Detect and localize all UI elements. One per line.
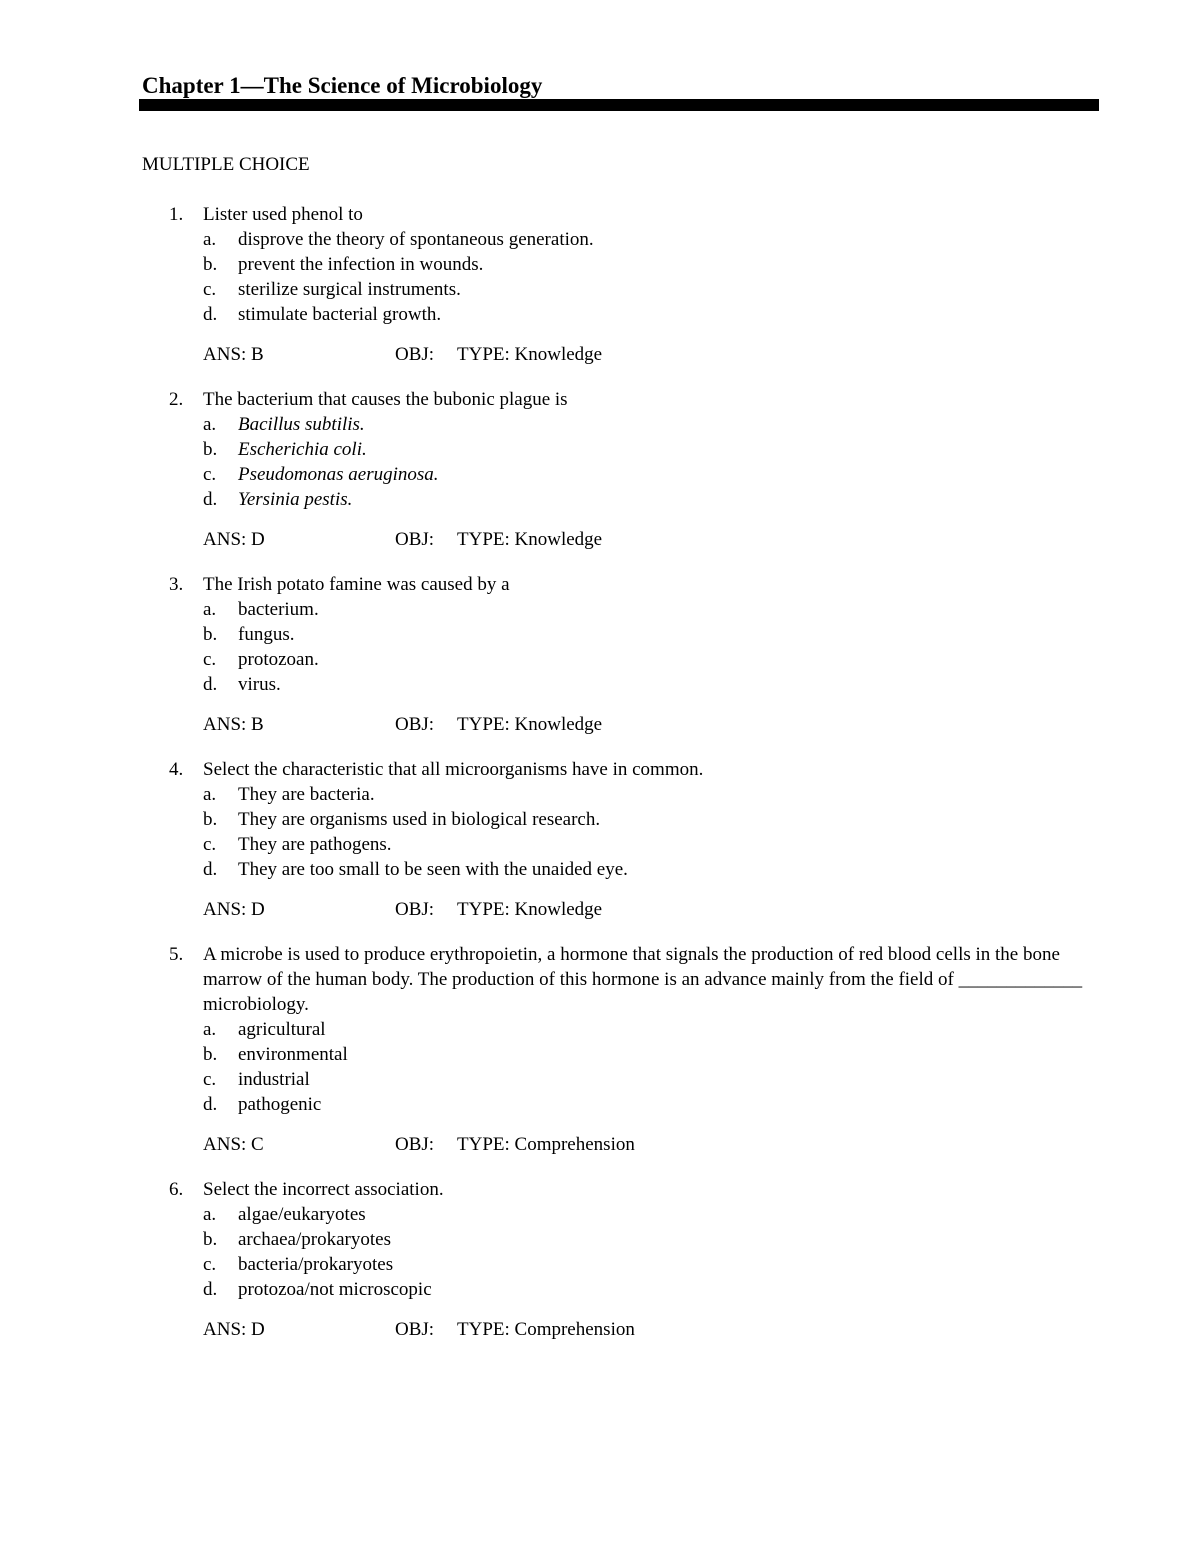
answer-key-line (142, 1132, 1102, 1157)
option-text: Yersinia pestis. (238, 489, 353, 510)
objective-label: OBJ: (395, 899, 435, 920)
question-text: Select the characteristic that all microorganisms have in common. (203, 759, 704, 780)
option-letter: c. (203, 649, 217, 670)
answer-option-b (142, 1227, 1102, 1252)
question-number: 3. (169, 574, 184, 595)
question-number: 2. (169, 389, 184, 410)
answer-option-a (142, 227, 1102, 252)
answer-key: ANS: B (203, 344, 264, 365)
option-text: protozoan. (238, 649, 319, 670)
option-text: sterilize surgical instruments. (238, 279, 461, 300)
option-text: stimulate bacterial growth. (238, 304, 442, 325)
section-heading: MULTIPLE CHOICE (142, 154, 310, 175)
option-text: environmental (238, 1044, 348, 1065)
question-type: TYPE: Knowledge (457, 344, 603, 365)
answer-option-a (142, 782, 1102, 807)
option-text: pathogenic (238, 1094, 322, 1115)
question-4 (142, 757, 1102, 922)
answer-option-c (142, 462, 1102, 487)
question-type: TYPE: Knowledge (457, 529, 603, 550)
question-stem (142, 202, 1102, 227)
answer-option-a (142, 412, 1102, 437)
question-number: 4. (169, 759, 184, 780)
answer-option-b (142, 437, 1102, 462)
option-letter: c. (203, 834, 217, 855)
question-text: The bacterium that causes the bubonic plague is (203, 389, 568, 410)
answer-option-b (142, 252, 1102, 277)
question-stem (142, 1177, 1102, 1202)
question-1 (142, 202, 1102, 367)
question-2 (142, 387, 1102, 552)
option-letter: d. (203, 304, 218, 325)
answer-option-b (142, 1042, 1102, 1067)
option-text: prevent the infection in wounds. (238, 254, 484, 275)
option-letter: c. (203, 1069, 217, 1090)
option-letter: c. (203, 464, 217, 485)
question-number: 6. (169, 1179, 184, 1200)
option-letter: a. (203, 1019, 217, 1040)
option-text: Bacillus subtilis. (238, 414, 365, 435)
question-6 (142, 1177, 1102, 1342)
answer-key: ANS: D (203, 899, 265, 920)
option-text: disprove the theory of spontaneous generation. (238, 229, 594, 250)
answer-option-d (142, 1092, 1102, 1117)
objective-label: OBJ: (395, 1319, 435, 1340)
answer-option-d (142, 1277, 1102, 1302)
question-type: TYPE: Comprehension (457, 1134, 635, 1155)
answer-option-a (142, 1017, 1102, 1042)
answer-option-b (142, 807, 1102, 832)
option-letter: b. (203, 439, 218, 460)
objective-label: OBJ: (395, 1134, 435, 1155)
option-letter: b. (203, 809, 218, 830)
answer-option-d (142, 302, 1102, 327)
question-text: Select the incorrect association. (203, 1179, 444, 1200)
question-number: 1. (169, 204, 184, 225)
question-type: TYPE: Comprehension (457, 1319, 635, 1340)
answer-key-line (142, 342, 1102, 367)
option-text: fungus. (238, 624, 295, 645)
answer-key-line (142, 897, 1102, 922)
option-text: algae/eukaryotes (238, 1204, 366, 1225)
option-letter: b. (203, 624, 218, 645)
question-stem (142, 757, 1102, 782)
option-text: They are organisms used in biological research. (238, 809, 601, 830)
option-letter: b. (203, 1044, 218, 1065)
option-letter: a. (203, 599, 217, 620)
option-text: They are pathogens. (238, 834, 392, 855)
option-letter: b. (203, 1229, 218, 1250)
option-letter: a. (203, 1204, 217, 1225)
option-text: virus. (238, 674, 281, 695)
question-type: TYPE: Knowledge (457, 899, 603, 920)
option-letter: a. (203, 784, 217, 805)
option-text: agricultural (238, 1019, 326, 1040)
answer-key: ANS: B (203, 714, 264, 735)
objective-label: OBJ: (395, 344, 435, 365)
question-text: A microbe is used to produce erythropoietin, a hormone that signals the production of red blood cells in the bone marrow of the human body. The production of this hormone is an advance mainly from the field of _____________ microbiology. (203, 944, 1083, 1015)
chapter-title: Chapter 1—The Science of Microbiology (142, 73, 543, 98)
answer-key: ANS: D (203, 529, 265, 550)
option-text: Pseudomonas aeruginosa. (238, 464, 439, 485)
option-letter: c. (203, 279, 217, 300)
answer-option-c (142, 1067, 1102, 1092)
answer-option-a (142, 1202, 1102, 1227)
answer-key: ANS: C (203, 1134, 264, 1155)
option-letter: b. (203, 254, 218, 275)
answer-option-d (142, 672, 1102, 697)
answer-option-a (142, 597, 1102, 622)
option-letter: a. (203, 229, 217, 250)
option-text: bacterium. (238, 599, 319, 620)
option-letter: c. (203, 1254, 217, 1275)
question-3 (142, 572, 1102, 737)
option-letter: d. (203, 674, 218, 695)
question-type: TYPE: Knowledge (457, 714, 603, 735)
question-number: 5. (169, 944, 184, 965)
answer-option-b (142, 622, 1102, 647)
question-text: The Irish potato famine was caused by a (203, 574, 510, 595)
question-stem (142, 572, 1102, 597)
option-letter: d. (203, 1094, 218, 1115)
answer-option-c (142, 277, 1102, 302)
option-letter: a. (203, 414, 217, 435)
option-text: archaea/prokaryotes (238, 1229, 391, 1250)
question-stem (142, 942, 1102, 1017)
question-text: Lister used phenol to (203, 204, 363, 225)
objective-label: OBJ: (395, 529, 435, 550)
question-list (142, 202, 1102, 1362)
option-text: bacteria/prokaryotes (238, 1254, 394, 1275)
option-text: Escherichia coli. (238, 439, 367, 460)
answer-option-d (142, 857, 1102, 882)
objective-label: OBJ: (395, 714, 435, 735)
answer-option-c (142, 832, 1102, 857)
question-stem (142, 387, 1102, 412)
option-letter: d. (203, 1279, 218, 1300)
option-letter: d. (203, 489, 218, 510)
title-rule (139, 99, 1099, 111)
answer-key-line (142, 527, 1102, 552)
answer-option-c (142, 1252, 1102, 1277)
question-5 (142, 942, 1102, 1157)
answer-key-line (142, 712, 1102, 737)
option-text: They are bacteria. (238, 784, 375, 805)
option-letter: d. (203, 859, 218, 880)
answer-option-c (142, 647, 1102, 672)
answer-key: ANS: D (203, 1319, 265, 1340)
option-text: protozoa/not microscopic (238, 1279, 432, 1300)
answer-option-d (142, 487, 1102, 512)
option-text: industrial (238, 1069, 310, 1090)
answer-key-line (142, 1317, 1102, 1342)
option-text: They are too small to be seen with the unaided eye. (238, 859, 628, 880)
